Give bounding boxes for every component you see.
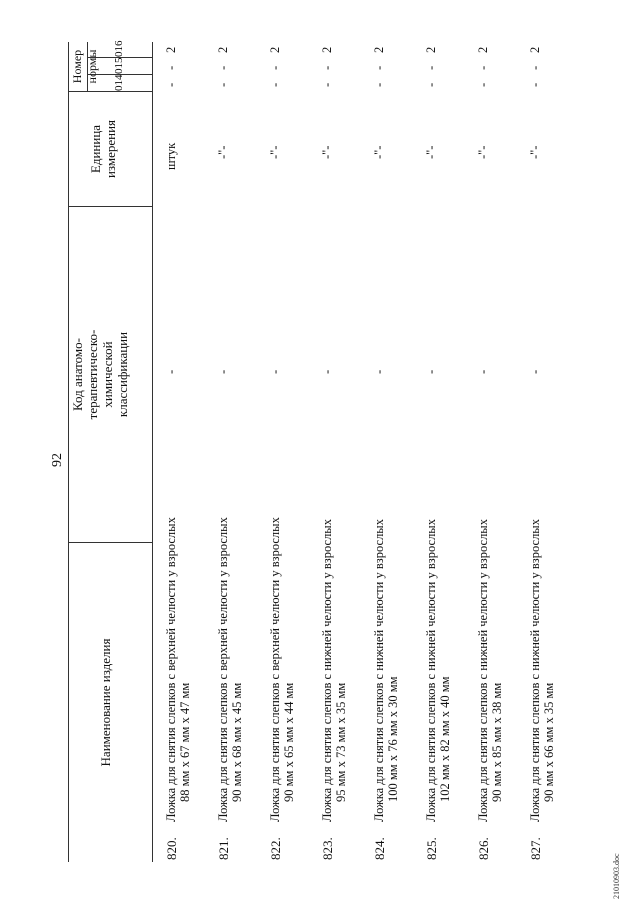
- row-item-line1: Ложка для снятия слепков с нижней челюсти у взрослых: [320, 519, 334, 822]
- row-item-name: [320, 362, 348, 822]
- header-atc: [70, 207, 130, 542]
- row-norm-016: 2: [528, 46, 542, 53]
- row-norm-015: -: [164, 65, 178, 70]
- row-item-name: [164, 362, 192, 822]
- row-norm-016: 2: [424, 46, 438, 53]
- header-unit-line1: Единица: [88, 124, 103, 174]
- header-atc-line4: классификации: [115, 331, 130, 418]
- row-number: 822.: [268, 837, 283, 860]
- row-item-line1: Ложка для снятия слепков с верхней челюсти у взрослых: [164, 517, 178, 822]
- row-norm-014: -: [476, 82, 490, 87]
- row-item-line2: 88 мм x 67 мм x 47 мм: [178, 682, 192, 802]
- row-item-line2: 102 мм x 82 мм x 40 мм: [438, 676, 452, 802]
- row-norm-014: -: [268, 82, 282, 87]
- row-atc-code: -: [424, 369, 438, 374]
- row-norm-015: -: [424, 65, 438, 70]
- header-norm-group: Номер нормы: [70, 49, 99, 84]
- row-norm-014: -: [528, 82, 542, 87]
- row-unit: -"-: [216, 145, 230, 159]
- row-norm-016: 2: [268, 46, 282, 53]
- row-atc-code: -: [476, 369, 490, 374]
- row-norm-014: -: [424, 82, 438, 87]
- row-unit: штук: [164, 142, 178, 170]
- row-norm-015: -: [268, 65, 282, 70]
- row-atc-code: -: [216, 369, 230, 374]
- row-norm-014: -: [164, 82, 178, 87]
- row-item-name: [476, 362, 504, 822]
- row-unit: -"-: [476, 145, 490, 159]
- row-norm-014: -: [320, 82, 334, 87]
- row-number: 826.: [476, 837, 491, 860]
- row-norm-016: 2: [320, 46, 334, 53]
- row-unit: -"-: [320, 145, 334, 159]
- row-number: 820.: [164, 837, 179, 860]
- row-item-line1: Ложка для снятия слепков с нижней челюсти у взрослых: [528, 519, 542, 822]
- page-number: 92: [50, 453, 65, 467]
- row-atc-code: -: [268, 369, 282, 374]
- row-item-line2: 90 мм x 85 мм x 38 мм: [490, 682, 504, 802]
- header-norm-016: 016: [113, 40, 125, 57]
- row-atc-code: -: [320, 369, 334, 374]
- header-name: Наименование изделия: [98, 638, 113, 767]
- row-norm-016: 2: [476, 46, 490, 53]
- row-item-name: [372, 362, 400, 822]
- row-item-line1: Ложка для снятия слепков с нижней челюсти у взрослых: [372, 519, 386, 822]
- row-atc-code: -: [528, 369, 542, 374]
- row-item-name: [268, 362, 296, 822]
- row-item-line1: Ложка для снятия слепков с верхней челюсти у взрослых: [268, 517, 282, 822]
- row-atc-code: -: [372, 369, 386, 374]
- row-number: 824.: [372, 837, 387, 860]
- row-item-line1: Ложка для снятия слепков с верхней челюсти у взрослых: [216, 517, 230, 822]
- header-bottom-border: [152, 42, 153, 862]
- row-unit: -"-: [372, 145, 386, 159]
- row-item-name: [528, 362, 556, 822]
- row-norm-015: -: [476, 65, 490, 70]
- row-number: 827.: [528, 837, 543, 860]
- header-atc-line3: химической: [100, 341, 115, 408]
- row-number: 825.: [424, 837, 439, 860]
- header-atc-line1: Код анатомо-: [70, 338, 85, 411]
- row-norm-015: -: [216, 65, 230, 70]
- row-item-line2: 95 мм x 73 мм x 35 мм: [334, 682, 348, 802]
- row-number: 823.: [320, 837, 335, 860]
- row-item-name: [424, 362, 452, 822]
- row-unit: -"-: [528, 145, 542, 159]
- row-item-line2: 90 мм x 66 мм x 35 мм: [542, 682, 556, 802]
- row-norm-016: 2: [372, 46, 386, 53]
- row-item-line1: Ложка для снятия слепков с нижней челюсти у взрослых: [424, 519, 438, 822]
- row-norm-015: -: [528, 65, 542, 70]
- header-atc-line2: терапевтическо-: [85, 329, 100, 420]
- header-unit-line2: измерения: [103, 119, 118, 179]
- table-top-border: [68, 42, 69, 862]
- row-unit: -"-: [424, 145, 438, 159]
- row-item-line2: 90 мм x 68 мм x 45 мм: [230, 682, 244, 802]
- row-norm-014: -: [216, 82, 230, 87]
- row-norm-014: -: [372, 82, 386, 87]
- row-item-line1: Ложка для снятия слепков с нижней челюсти у взрослых: [476, 519, 490, 822]
- row-item-name: [216, 362, 244, 822]
- row-item-line2: 100 мм x 76 мм x 30 мм: [386, 676, 400, 802]
- footer-doc-code: 21010903.doc: [612, 853, 621, 899]
- row-norm-015: -: [320, 65, 334, 70]
- row-norm-016: 2: [164, 46, 178, 53]
- norms-table: [68, 42, 628, 862]
- row-item-line2: 90 мм x 65 мм x 44 мм: [282, 682, 296, 802]
- row-number: 821.: [216, 837, 231, 860]
- row-norm-016: 2: [216, 46, 230, 53]
- row-atc-code: -: [164, 369, 178, 374]
- header-norm-015: 015: [113, 57, 125, 74]
- header-norm-014: 014: [113, 74, 125, 91]
- header-unit: [88, 92, 118, 206]
- row-norm-015: -: [372, 65, 386, 70]
- row-unit: -"-: [268, 145, 282, 159]
